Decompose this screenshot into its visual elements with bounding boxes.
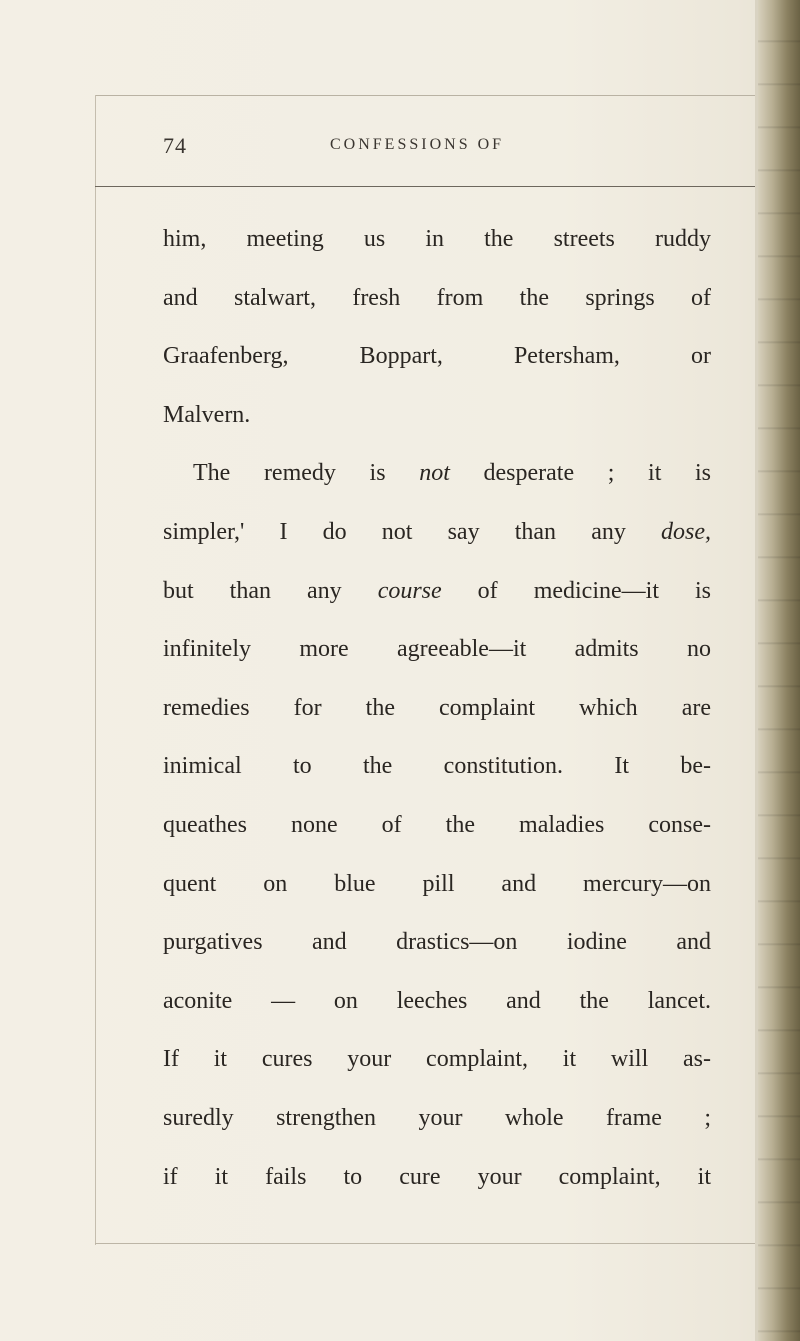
text-line: if it fails to cure your complaint, it — [163, 1163, 711, 1190]
page-number: 74 — [163, 133, 187, 158]
text-run: of medicine—it is — [441, 577, 712, 604]
text-line: remedies for the complaint which are — [163, 694, 711, 721]
text-run: but than any — [163, 577, 378, 604]
text-line: Graafenberg, Boppart, Petersham, or — [163, 343, 711, 370]
italic-word: not — [419, 460, 450, 487]
page-frame-bottom — [95, 1243, 755, 1244]
header-rule — [95, 186, 760, 187]
text-line: If it cures your complaint, it will as- — [163, 1046, 711, 1073]
text-line: Malvern. — [163, 401, 251, 428]
text-line — [163, 444, 711, 503]
text-run: desperate ; it is — [449, 460, 711, 487]
book-spine-edge — [758, 0, 800, 1341]
text-line: inimical to the constitution. It be- — [163, 753, 711, 780]
text-run: The remedy is — [193, 460, 420, 487]
text-line: purgatives and drastics—on iodine and — [163, 929, 711, 956]
italic-word: course — [377, 577, 442, 604]
text-line: him, meeting us in the streets ruddy — [163, 226, 711, 252]
italic-word: dose, — [661, 518, 711, 545]
text-run: simpler,' I do not say than any — [163, 518, 661, 545]
text-line — [163, 562, 711, 621]
body-text — [163, 210, 711, 1206]
text-line: quent on blue pill and mercury—on — [163, 870, 711, 897]
text-line: aconite — on leeches and the lancet. — [163, 987, 711, 1014]
text-line: suredly strengthen your whole frame ; — [163, 1104, 711, 1131]
text-line: and stalwart, fresh from the springs of — [163, 284, 711, 311]
text-line: queathes none of the maladies conse- — [163, 811, 711, 838]
page-frame-left — [95, 95, 96, 1245]
page-frame-top — [95, 95, 755, 96]
text-line: infinitely more agreeable—it admits no — [163, 636, 711, 663]
text-line — [163, 503, 711, 562]
running-head: CONFESSIONS OF — [330, 136, 505, 153]
